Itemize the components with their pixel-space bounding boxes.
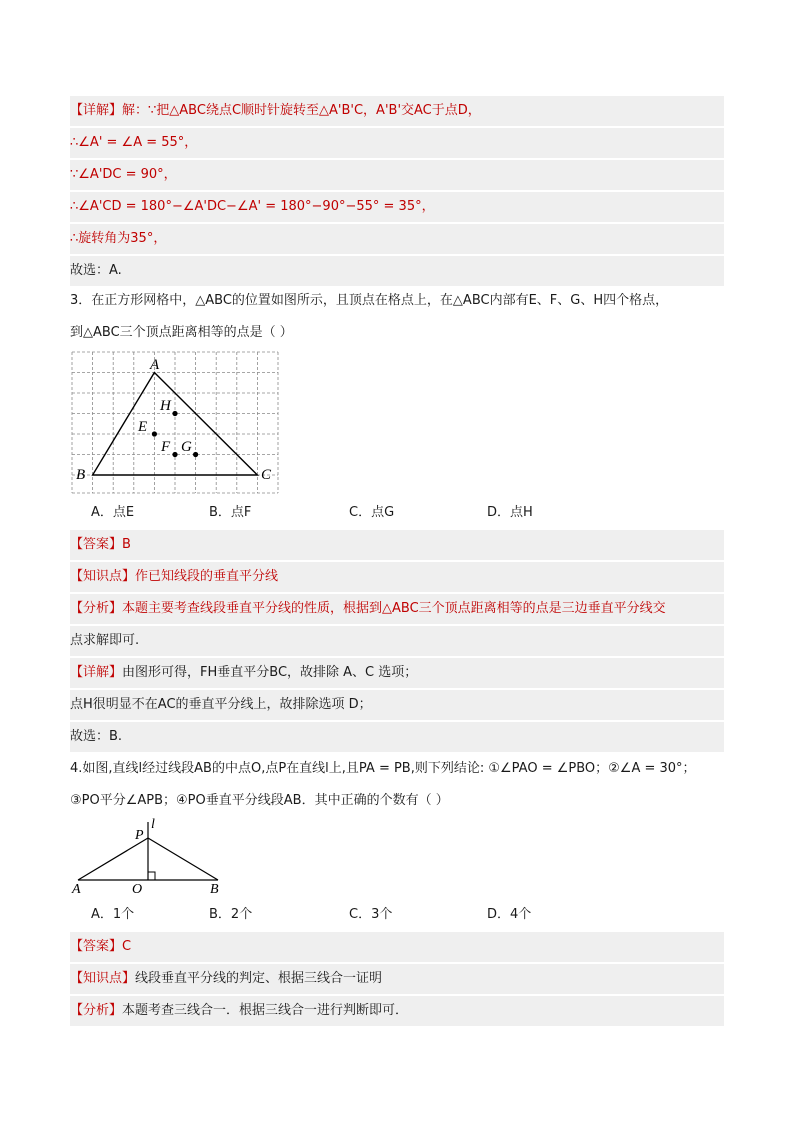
analysis-text: 本题主要考查线段垂直平分线的性质，根据到△ABC三个顶点距离相等的点是三边垂直平分线交: [122, 601, 666, 616]
q3-option-d: D．点H: [487, 505, 533, 520]
point-h: [172, 411, 177, 416]
detail-line-4: ∴∠A'CD = 180°−∠A'DC−∠A' = 180°−90°−55° = 35°，: [70, 192, 724, 222]
answer-value: B: [122, 537, 131, 552]
q3-detail-line-1: [70, 658, 724, 688]
q3-knowledge: [70, 562, 724, 592]
q4-answer: [70, 932, 724, 962]
label-l: l: [151, 817, 155, 832]
q3-grid-figure: [68, 348, 284, 498]
detail-line-5: ∴旋转角为35°，: [70, 224, 724, 254]
knowledge-text: 作已知线段的垂直平分线: [135, 569, 279, 584]
q4-option-c: C．3个: [349, 907, 393, 922]
knowledge-text: 线段垂直平分线的判定、根据三线合一证明: [135, 971, 383, 986]
label-a: A: [150, 357, 160, 373]
q3-detail-line-2: 点H很明显不在AC的垂直平分线上，故排除选项 D；: [70, 690, 724, 720]
point-f: [172, 452, 177, 457]
label-g: G: [181, 439, 192, 455]
analysis-tag: 【分析】: [70, 601, 123, 616]
point-g: [193, 452, 198, 457]
label-p: P: [135, 828, 144, 843]
q4-analysis: [70, 996, 724, 1026]
detail-line-1: [70, 96, 724, 126]
label-a: A: [72, 882, 81, 897]
label-b: B: [76, 467, 86, 483]
knowledge-tag: 【知识点】: [70, 569, 136, 584]
q4-text-line-1: 4.如图,直线l经过线段AB的中点O,点P在直线l上,且PA = PB,则下列结论: ①∠PAO = ∠PBO；②∠A = 30°；: [70, 761, 696, 776]
label-f: F: [161, 439, 171, 455]
q3-analysis-line-2: 点求解即可.: [70, 626, 724, 656]
analysis-text: 本题考查三线合一．根据三线合一进行判断即可．: [122, 1003, 409, 1018]
q3-option-a: A．点E: [91, 505, 135, 520]
q4-option-b: B．2个: [209, 907, 253, 922]
detail-text: 由图形可得，FH垂直平分BC，故排除 A、C 选项；: [122, 665, 418, 680]
q3-option-b: B．点F: [209, 505, 252, 520]
label-h: H: [160, 398, 171, 414]
answer-tag: 【答案】: [70, 537, 123, 552]
detail-tag: 【详解】: [70, 665, 123, 680]
label-c: C: [261, 467, 272, 483]
answer-tag: 【答案】: [70, 939, 123, 954]
q4-figure: [68, 814, 228, 898]
label-b: B: [210, 882, 219, 897]
detail-tag: 【详解】: [70, 103, 123, 118]
q3-text-line-2: 到△ABC三个顶点距离相等的点是（ ）: [70, 325, 293, 340]
label-o: O: [132, 882, 143, 897]
point-e: [152, 431, 157, 436]
detail-text: 解：∵把△ABC绕点C顺时针旋转至△A'B'C，A'B'交AC于点D，: [122, 103, 481, 118]
q4-knowledge: [70, 964, 724, 994]
q3-detail-line-3: 故选：B.: [70, 722, 724, 752]
q4-option-a: A．1个: [91, 907, 135, 922]
detail-line-3: ∵∠A'DC = 90°，: [70, 160, 724, 190]
q3-option-c: C．点G: [349, 505, 395, 520]
q4-text-line-2: ③PO平分∠APB；④PO垂直平分线段AB．其中正确的个数有（ ）: [70, 793, 449, 808]
label-e: E: [138, 419, 148, 435]
detail-line-2: ∴∠A' = ∠A = 55°，: [70, 128, 724, 158]
answer-value: C: [122, 939, 132, 954]
knowledge-tag: 【知识点】: [70, 971, 136, 986]
q3-text-line-1: 3．在正方形网格中，△ABC的位置如图所示，且顶点在格点上，在△ABC内部有E、F、G、H四个格点，: [70, 293, 669, 308]
analysis-tag: 【分析】: [70, 1003, 123, 1018]
detail-line-6: 故选：A.: [70, 256, 724, 286]
q4-option-d: D．4个: [487, 907, 532, 922]
q3-analysis-line-1: [70, 594, 724, 624]
q3-answer: [70, 530, 724, 560]
